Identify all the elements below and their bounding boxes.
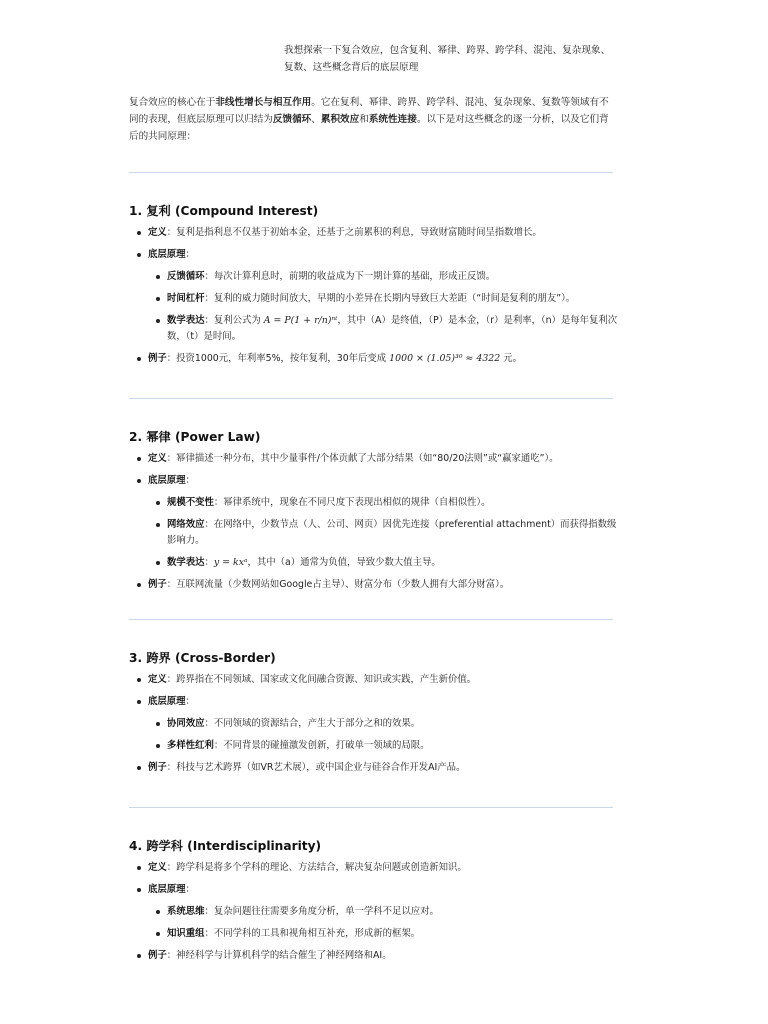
item-text: ：投资1000元，年利率5%，按年复利，30年后变成	[166, 353, 390, 364]
section-compound-interest	[129, 203, 619, 373]
principle-item	[129, 882, 619, 942]
user-message: 我想探索一下复合效应，包含复利、幂律、跨界、跨学科、混沌、复杂现象、复数、这些概念背后的底层原理	[284, 45, 611, 73]
sub-label: 时间杠杆	[167, 293, 205, 304]
sub-item	[148, 926, 619, 942]
sub-text: ：不同领域的资源结合，产生大于部分之和的效果。	[204, 718, 421, 729]
sub-item	[148, 313, 619, 345]
divider	[129, 172, 613, 173]
sub-item	[148, 291, 619, 307]
item-text: ：	[185, 475, 195, 486]
intro-text: 。以下是对这些概念的逐一分析，以及它们背后的共同原理：	[129, 114, 609, 142]
sub-list	[148, 716, 619, 754]
item-text: ：科技与艺术跨界（如VR艺术展），或中国企业与硅谷合作开发AI产品。	[166, 762, 466, 773]
item-label: 例子	[148, 950, 167, 961]
item-label: 定义	[148, 674, 167, 685]
principle-item	[129, 694, 619, 754]
item-label: 定义	[148, 227, 167, 238]
sub-label: 网络效应	[167, 519, 205, 530]
section-list	[129, 225, 619, 367]
section-list	[129, 860, 619, 964]
intro-text: 和	[359, 114, 369, 125]
sub-label: 知识重组	[167, 928, 205, 939]
item-text: ：复利是指利息不仅基于初始本金，还基于之前累积的利息，导致财富随时间呈指数增长。	[166, 227, 542, 238]
sub-item	[148, 495, 619, 511]
sub-text: ：在网络中，少数节点（人、公司、网页）因优先连接（preferential attachment）而获得指数级影响力。	[167, 519, 617, 546]
item-label: 底层原理	[148, 884, 186, 895]
definition-item	[129, 225, 619, 241]
item-label: 定义	[148, 453, 167, 464]
example-item	[129, 351, 619, 367]
item-text: ：幂律描述一种分布，其中少量事件/个体贡献了大部分结果（如“80/20法则”或“赢家通吃”）。	[166, 453, 559, 464]
intro-paragraph	[129, 94, 613, 145]
sub-item	[148, 517, 619, 549]
sub-item	[148, 555, 619, 571]
sub-text: ：不同学科的工具和视角相互补充，形成新的框架。	[204, 928, 421, 939]
intro-bold: 累积效应	[320, 114, 360, 125]
item-text: ：跨界指在不同领域、国家或文化间融合资源、知识或实践，产生新价值。	[166, 674, 477, 685]
item-label: 例子	[148, 353, 167, 364]
definition-item	[129, 672, 619, 688]
sub-text: ：	[204, 557, 214, 568]
sub-text: ，其中（A）是终值，（P）是本金，（r）是利率，（n）是每年复利次数，（t）是时间。	[167, 315, 618, 342]
sub-list	[148, 269, 619, 345]
sub-label: 协同效应	[167, 718, 205, 729]
item-label: 底层原理	[148, 475, 186, 486]
section-title: 4. 跨学科 (Interdisciplinarity)	[129, 839, 322, 853]
section-list	[129, 672, 619, 776]
definition-item	[129, 860, 619, 876]
sub-text: ，其中（a）通常为负值，导致少数大值主导。	[247, 557, 441, 568]
item-label: 例子	[148, 762, 167, 773]
example-item	[129, 948, 619, 964]
sub-text: ：复利公式为	[204, 315, 264, 326]
section-title: 1. 复利 (Compound Interest)	[129, 204, 319, 218]
item-label: 定义	[148, 862, 167, 873]
item-label: 底层原理	[148, 696, 186, 707]
section-title: 3. 跨界 (Cross-Border)	[129, 651, 276, 665]
section-interdisciplinarity	[129, 838, 619, 970]
divider	[129, 619, 613, 620]
principle-item	[129, 473, 619, 571]
item-text: ：	[185, 884, 195, 895]
section-list	[129, 451, 619, 593]
formula: A = P(1 + r/n)ⁿᵗ	[263, 315, 338, 326]
formula: 1000 × (1.05)³⁰ ≈ 4322	[389, 353, 501, 364]
divider	[129, 807, 613, 808]
intro-bold: 非线性增长与相互作用	[215, 97, 312, 108]
intro-bold: 反馈循环	[272, 114, 312, 125]
intro-bold: 系统性连接	[368, 114, 417, 125]
sub-item	[148, 269, 619, 285]
item-label: 例子	[148, 579, 167, 590]
sub-label: 数学表达	[167, 315, 205, 326]
sub-label: 反馈循环	[167, 271, 205, 282]
definition-item	[129, 451, 619, 467]
section-power-law	[129, 429, 619, 599]
item-text: ：互联网流量（少数网站如Google占主导）、财富分布（少数人拥有大部分财富）。	[166, 579, 510, 590]
intro-text: 复合效应的核心在于	[129, 97, 216, 108]
sub-item	[148, 716, 619, 732]
divider	[129, 398, 613, 399]
intro-text: 。它在复利、幂律、跨界、跨学科、混沌、复杂现象、复数等领域有不同的表现，但底层原理可以归结为	[129, 97, 609, 125]
sub-label: 多样性红利	[167, 740, 214, 751]
sub-item	[148, 904, 619, 920]
item-text: ：跨学科是将多个学科的理论、方法结合，解决复杂问题或创造新知识。	[166, 862, 467, 873]
sub-text: ：不同背景的碰撞激发创新，打破单一领域的局限。	[213, 740, 430, 751]
sub-label: 规模不变性	[167, 497, 214, 508]
sub-label: 系统思维	[167, 906, 205, 917]
formula: y = kxᵃ	[213, 557, 248, 568]
example-item	[129, 760, 619, 776]
item-label: 底层原理	[148, 249, 186, 260]
sub-text: ：每次计算利息时，前期的收益成为下一期计算的基础，形成正反馈。	[204, 271, 496, 282]
item-text: 元。	[500, 353, 522, 364]
principle-item	[129, 247, 619, 345]
sub-text: ：复杂问题往往需要多角度分析，单一学科不足以应对。	[204, 906, 439, 917]
example-item	[129, 577, 619, 593]
sub-list	[148, 904, 619, 942]
sub-list	[148, 495, 619, 571]
item-text: ：	[185, 249, 195, 260]
section-title: 2. 幂律 (Power Law)	[129, 430, 261, 444]
item-text: ：神经科学与计算机科学的结合催生了神经网络和AI。	[166, 950, 392, 961]
sub-text: ：复利的威力随时间放大，早期的小差异在长期内导致巨大差距（“时间是复利的朋友”）。	[204, 293, 576, 304]
sub-text: ：幂律系统中，现象在不同尺度下表现出相似的规律（自相似性）。	[213, 497, 491, 508]
section-cross-border	[129, 650, 619, 782]
sub-label: 数学表达	[167, 557, 205, 568]
sub-item	[148, 738, 619, 754]
intro-text: 、	[311, 114, 321, 125]
item-text: ：	[185, 696, 195, 707]
